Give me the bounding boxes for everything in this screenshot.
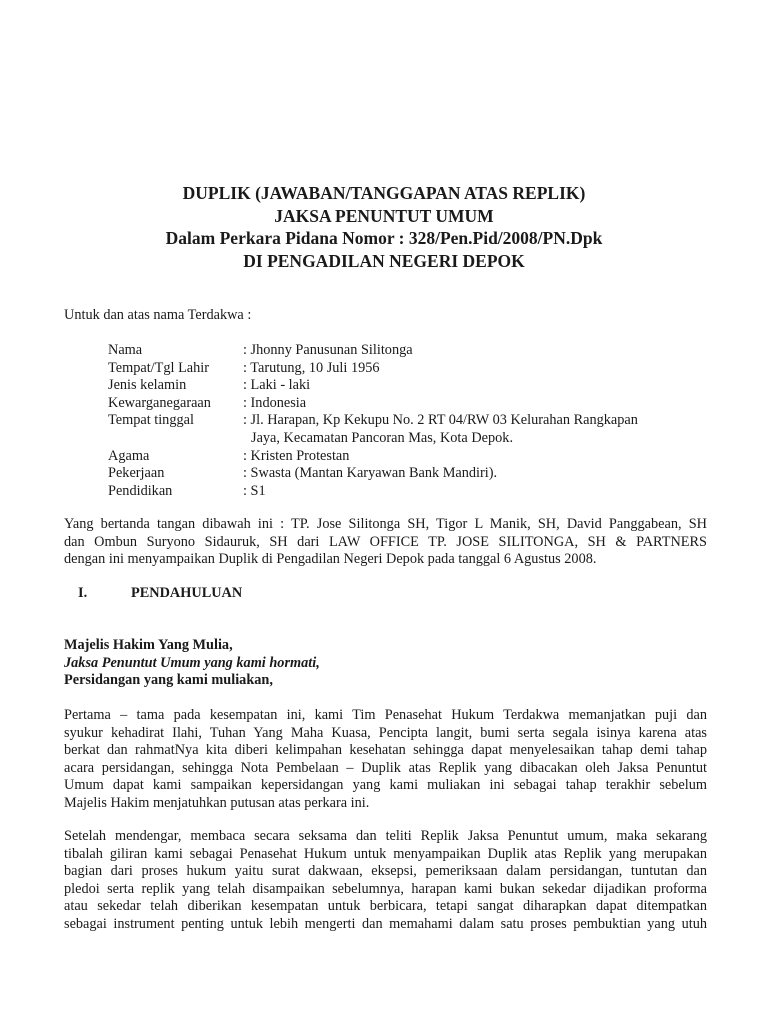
paragraph-line: pledoi serta replik yang telah disampaikan sebelumnya, harapan kami bukan sekedar dijadikan proforma [64, 880, 707, 897]
paragraph-duplik-purpose [64, 828, 707, 934]
paragraph-line: tibalah giliran kami sebagai Penasehat Hukum untuk menyampaikan Duplik atas Replik yang merupakan [64, 845, 707, 862]
identity-label: Agama [108, 447, 150, 464]
identity-row-birth [108, 360, 708, 378]
intro-text: Untuk dan atas nama Terdakwa : [64, 307, 252, 323]
paragraph-opening [64, 707, 707, 813]
identity-value: : Indonesia [243, 394, 307, 411]
identity-value: : Jhonny Panusunan Silitonga [243, 342, 413, 358]
identity-value: : Kristen Protestan [243, 447, 350, 464]
identity-value: : Jl. Harapan, Kp Kekupu No. 2 RT 04/RW 03 Kelurahan Rangkapan [243, 412, 638, 429]
identity-label: Kewarganegaraan [108, 394, 211, 411]
identity-label: Pekerjaan [108, 465, 165, 482]
salutation [64, 637, 320, 690]
identity-row-address-cont [108, 430, 708, 448]
paragraph-line: Setelah mendengar, membaca secara seksama dan teliti Replik Jaksa Penuntut umum, maka sekarang [64, 828, 707, 844]
identity-row-occupation [108, 465, 708, 483]
paragraph-line: Yang bertanda tangan dibawah ini : TP. Jose Silitonga SH, Tigor L Manik, SH, David Panggabean, SH [64, 516, 707, 532]
identity-label: Jenis kelamin [108, 377, 187, 394]
paragraph-line: acara persidangan, sehingga Nota Pembelaan – Duplik atas Replik yang dibacakan oleh Jaksa Penuntut [64, 759, 707, 776]
paragraph-line: atau sekedar telah diberikan kesempatan untuk berbicara, tetapi sangat diharapkan dapat ditempatkan [64, 898, 707, 915]
identity-label: Tempat/Tgl Lahir [108, 359, 210, 376]
identity-row-gender [108, 377, 708, 395]
document-title [0, 182, 768, 272]
salutation-line-2: Jaksa Penuntut Umum yang kami hormati, [64, 654, 320, 671]
identity-value: Jaya, Kecamatan Pancoran Mas, Kota Depok. [251, 429, 514, 446]
section-number: I. [78, 585, 88, 601]
paragraph-line: bagian dari proses hukum yaitu surat dakwaan, eksepsi, pemeriksaan dalam persidangan, tuntutan dan [64, 863, 707, 880]
paragraph-line: dan Ombun Suryono Sidauruk, SH dari LAW OFFICE TP. JOSE SILITONGA, SH & PARTNERS [64, 533, 707, 550]
identity-value: : S1 [243, 482, 266, 499]
paragraph-line: sebagai instrument penting untuk lebih mengerti dan memahami dalam satu proses pembuktian yang utuh [64, 915, 707, 932]
paragraph-line: Majelis Hakim menjatuhkan putusan atas perkara ini. [64, 794, 370, 811]
identity-label: Pendidikan [108, 482, 173, 499]
defendant-identity [108, 342, 708, 500]
identity-row-name [108, 342, 708, 360]
title-line-3: Dalam Perkara Pidana Nomor : 328/Pen.Pid/2008/PN.Dpk [165, 228, 603, 248]
title-line-4: DI PENGADILAN NEGERI DEPOK [243, 250, 525, 271]
identity-value: : Laki - laki [243, 377, 311, 394]
paragraph-line: syukur kehadirat Ilahi, Tuhan Yang Maha Kuasa, Pencipta langit, bumi serta segala isinya karena atas [64, 724, 707, 741]
section-heading [78, 585, 242, 603]
paragraph-line: Umum dapat kami sampaikan kepersidangan yang kami muliakan ini sebagai tahap terakhir sebelum [64, 777, 707, 794]
title-line-1: DUPLIK (JAWABAN/TANGGAPAN ATAS REPLIK) [182, 183, 586, 203]
identity-label: Tempat tinggal [108, 412, 194, 429]
paragraph-line: dengan ini menyampaikan Duplik di Pengadilan Negeri Depok pada tanggal 6 Agustus 2008. [64, 551, 597, 568]
salutation-line-3: Persidangan yang kami muliakan, [64, 672, 273, 689]
paragraph-line: Pertama – tama pada kesempatan ini, kami Tim Penasehat Hukum Terdakwa memanjatkan puji dan [64, 707, 707, 723]
identity-row-address [108, 412, 708, 430]
paragraph-signatories [64, 516, 707, 569]
salutation-line-1: Majelis Hakim Yang Mulia, [64, 637, 233, 653]
paragraph-line: berkat dan rahmatNya kita diberi kelimpahan kesehatan sehingga dapat menyelesaikan tahap demi tahap [64, 742, 707, 759]
identity-row-religion [108, 448, 708, 466]
identity-row-nationality [108, 395, 708, 413]
identity-label: Nama [108, 342, 143, 358]
identity-value: : Tarutung, 10 Juli 1956 [243, 359, 380, 376]
section-title: PENDAHULUAN [131, 585, 243, 601]
identity-row-education [108, 483, 708, 501]
identity-value: : Swasta (Mantan Karyawan Bank Mandiri). [243, 465, 498, 482]
title-line-2: JAKSA PENUNTUT UMUM [274, 205, 494, 226]
